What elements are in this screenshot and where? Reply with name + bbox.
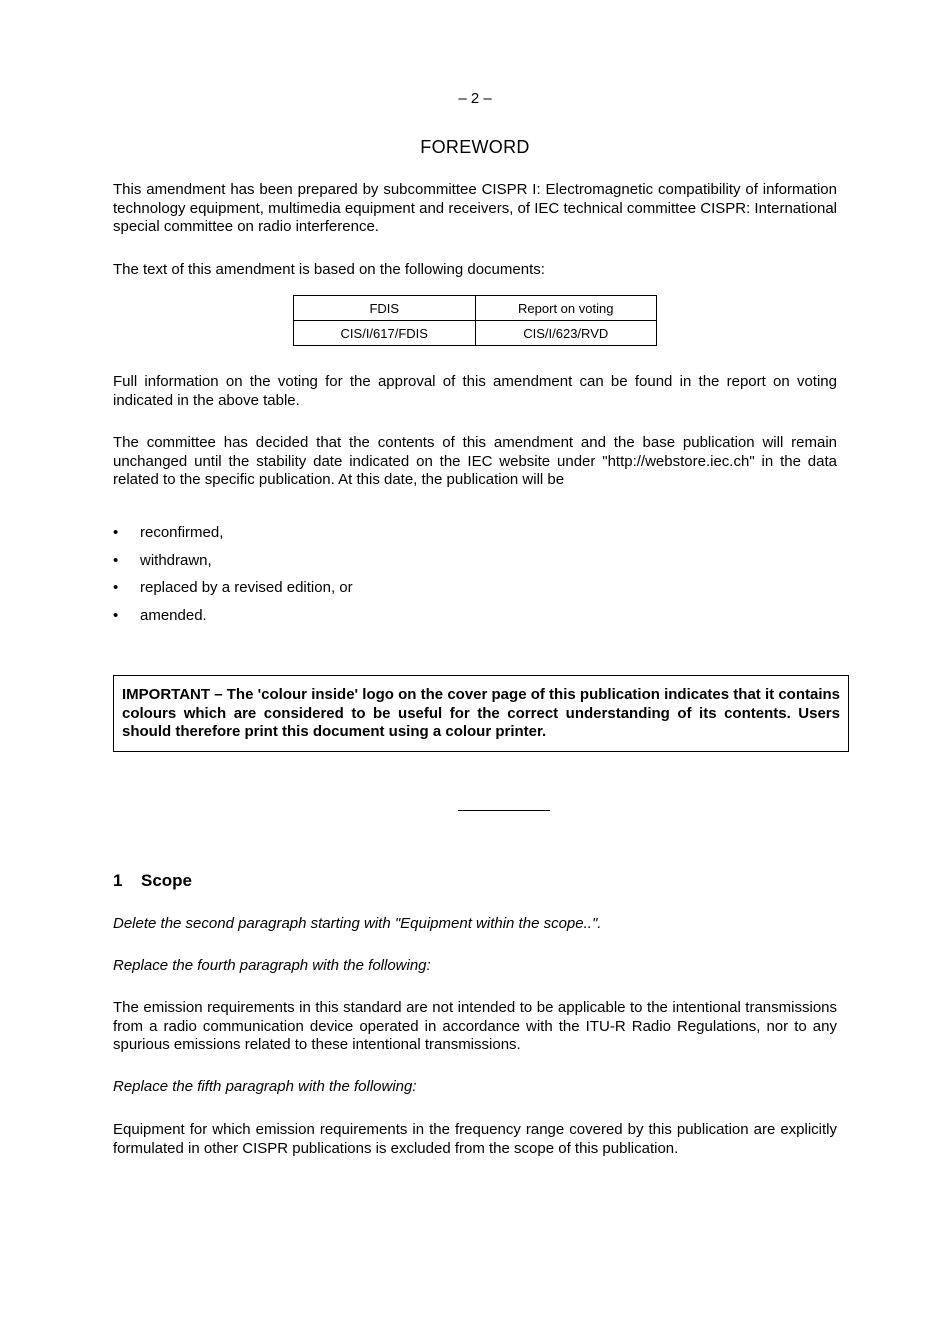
instruction-replace-fourth: Replace the fourth paragraph with the following:	[113, 957, 431, 974]
list-item	[113, 552, 837, 580]
list-item-text: replaced by a revised edition, or	[140, 579, 353, 597]
list-item-text: withdrawn,	[140, 551, 212, 569]
table-header-cell: FDIS	[294, 296, 476, 321]
section-heading	[113, 871, 192, 891]
page-number: – 2 –	[458, 90, 492, 107]
separator-line	[458, 810, 550, 811]
list-item	[113, 579, 837, 607]
bullet-icon: •	[113, 579, 119, 597]
list-item	[113, 607, 837, 635]
list-item-text: reconfirmed,	[140, 524, 224, 541]
table-row	[294, 321, 657, 346]
full-info-paragraph: Full information on the voting for the approval of this amendment can be found in the report on voting indicated in the above table.	[113, 373, 837, 409]
section-title: Scope	[141, 871, 193, 890]
instruction-replace-fifth: Replace the fifth paragraph with the following:	[113, 1078, 417, 1095]
replacement-text-fourth: The emission requirements in this standard are not intended to be applicable to the intentional transmissions from a radio communication device operated in accordance with the ITU-R Radio Regulations, nor to any spurious emissions related to these intentional transmissions.	[113, 999, 837, 1053]
intro-paragraph: This amendment has been prepared by subcommittee CISPR I: Electromagnetic compatibility of information technology equipment, multimedia equipment and receivers, of IEC technical committee CISPR: International special committee on radio interference.	[113, 181, 837, 235]
list-item-text: amended.	[140, 607, 207, 625]
publication-outcome-list	[113, 524, 837, 635]
table-cell: CIS/I/623/RVD	[475, 321, 657, 346]
committee-paragraph: The committee has decided that the contents of this amendment and the base publication will remain unchanged until the stability date indicated on the IEC website under "http://webstore.iec.ch" in the data related to the specific publication. At this date, the publication will be	[113, 434, 837, 488]
list-item	[113, 524, 837, 552]
documents-table	[293, 295, 657, 346]
bullet-icon: •	[113, 551, 119, 569]
bullet-icon: •	[113, 524, 119, 541]
replacement-text-fifth: Equipment for which emission requirements in the frequency range covered by this publication are explicitly formulated in other CISPR publications is excluded from the scope of this publication.	[113, 1121, 837, 1157]
important-notice-box: IMPORTANT – The 'colour inside' logo on the cover page of this publication indicates that it contains colours which are considered to be useful for the correct understanding of its contents. Users should therefore print this document using a colour printer.	[113, 675, 849, 752]
table-cell: CIS/I/617/FDIS	[294, 321, 476, 346]
bullet-icon: •	[113, 607, 119, 625]
based-on-paragraph: The text of this amendment is based on the following documents:	[113, 261, 545, 278]
table-header-row	[294, 296, 657, 321]
section-number: 1	[113, 871, 123, 890]
foreword-heading: FOREWORD	[420, 137, 530, 157]
table-header-cell: Report on voting	[475, 296, 657, 321]
instruction-delete: Delete the second paragraph starting with "Equipment within the scope..".	[113, 915, 602, 932]
